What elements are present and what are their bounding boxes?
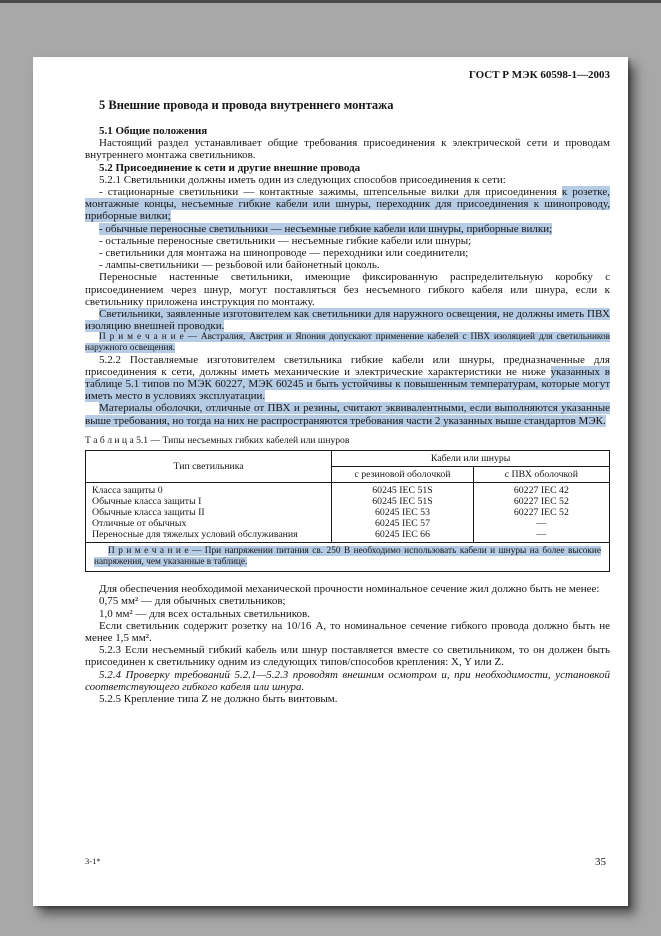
cell-cable-code: 60245 IEC 51S: [332, 483, 473, 497]
document-page: [33, 57, 628, 906]
document-content: [85, 98, 610, 705]
paragraph: [85, 693, 610, 705]
print-signature: 3-1*: [85, 856, 101, 866]
cell-cable-code: —: [473, 518, 609, 529]
text-run: 5.2.2 Поставляемые изготовителем светильника гибкие кабели или шнуры, предназначенные для присоединения к сети, должны иметь механические и электрические характеристики не ниже: [85, 353, 610, 378]
text-run: Переносные настенные светильники, имеющие фиксированную распределительную коробку с присоединением через шнур, могут поставляться без несъемного гибкого кабеля или шнура, если к светильнику приложена инструкция по монтажу.: [85, 271, 610, 308]
table-row: [86, 529, 610, 543]
text-run: - стационарные светильники — контактные зажимы, штепсельные вилки для присоединения: [99, 186, 562, 199]
paragraph: [85, 137, 610, 161]
column-header-pvc-sheath: с ПВХ оболочкой: [473, 467, 609, 483]
table-row: [86, 496, 610, 507]
paragraph: [85, 235, 610, 247]
text-run: 5.2 Присоединение к сети и другие внешние провода: [99, 161, 361, 174]
subsection-heading: [85, 125, 610, 137]
paragraph: [85, 259, 610, 271]
table-header-row: [86, 451, 610, 467]
scan-top-edge: [0, 0, 661, 3]
highlighted-text: П р и м е ч а н и е — При напряжении питания св. 250 В необходимо использовать кабели и шнуры на более высокие напряжения, чем указанные в таблице.: [94, 546, 601, 567]
text-run: 5.2.4 Проверку требований 5.2.1—5.2.3 проводят внешним осмотром и, при необходимости, установкой соответствующего гибкого кабеля или шнура.: [85, 668, 610, 693]
text-run: 5.2.1 Светильники должны иметь один из следующих способов присоединения к сети:: [99, 173, 506, 186]
text-run: Настоящий раздел устанавливает общие требования присоединения к электрической сети и проводам внутреннего монтажа светильников.: [85, 137, 610, 162]
paragraph: [85, 354, 610, 403]
cell-cable-code: 60227 IEC 52: [473, 507, 609, 518]
subsection-heading: [85, 162, 610, 174]
cell-cable-code: —: [473, 529, 609, 543]
page-content-area: [85, 69, 610, 870]
highlighted-text: - обычные переносные светильники — несъемные гибкие кабели или шнуры, приборные вилки;: [99, 222, 553, 235]
table-foot: [86, 543, 610, 572]
text-run: 0,75 мм² — для обычных светильников;: [99, 595, 286, 608]
table-row: [86, 507, 610, 518]
table-note-text: [94, 546, 601, 567]
highlighted-text: к розетке, монтажные концы, несъемные гибкие кабели или шнуры, переходник для присоединения к шинопроводу, приборные вилки;: [85, 186, 610, 223]
cell-luminaire-type: Обычные класса защиты II: [86, 507, 332, 518]
text-run: 5 Внешние провода и провода внутреннего монтажа: [99, 98, 394, 112]
table-note-cell: [86, 543, 610, 572]
paragraph: [85, 223, 610, 235]
paragraph: [85, 608, 610, 620]
section-title: [85, 98, 610, 112]
paragraph: [85, 620, 610, 644]
table-row: [86, 518, 610, 529]
highlighted-text: указанных в таблице 5.1 типов по МЭК 60227, МЭК 60245 и быть устойчивы к повышенным температурам, которые могут иметь место в условиях эксплуатации.: [85, 365, 610, 403]
table-row: [86, 483, 610, 497]
cell-cable-code: 60245 IEC 51S: [332, 496, 473, 507]
text-run: 5.1 Общие положения: [99, 125, 208, 137]
cell-cable-code: 60227 IEC 42: [473, 483, 609, 497]
column-group-header-cables: Кабели или шнуры: [332, 451, 610, 467]
cell-cable-code: 60245 IEC 66: [332, 529, 473, 543]
paragraph: [85, 247, 610, 259]
paragraph: [85, 308, 610, 332]
paragraph: [85, 271, 610, 308]
paragraph: [85, 186, 610, 223]
text-run: - светильники для монтажа на шинопроводе — переходники или соединители;: [99, 247, 469, 260]
cell-luminaire-type: Отличные от обычных: [86, 518, 332, 529]
paragraph: [85, 402, 610, 426]
cell-luminaire-type: Переносные для тяжелых условий обслуживания: [86, 529, 332, 543]
text-run: 5.2.3 Если несъемный гибкий кабель или шнур поставляется вместе со светильником, то он должен быть присоединен к светильнику одним из следующих типов/способов крепления: X, Y или Z.: [85, 644, 610, 669]
table-body: [86, 483, 610, 543]
paragraph: [85, 644, 610, 668]
paragraph-italic: [85, 669, 610, 693]
table-caption: Т а б л и ц а 5.1 — Типы несъемных гибких кабелей или шнуров: [85, 434, 350, 446]
text-run: Если светильник содержит розетку на 10/16 А, то номинальное сечение гибкого провода должно быть не менее 1,5 мм².: [85, 619, 610, 645]
highlighted-text: Материалы оболочки, отличные от ПВХ и резины, считают эквивалентными, если выполняются указанные выше требования, но тогда на них не распространяются требования части 2 указанных выше стандартов МЭК.: [85, 402, 610, 427]
text-run: 5.2.5 Крепление типа Z не должно быть винтовым.: [99, 693, 338, 706]
cell-luminaire-type: Обычные класса защиты I: [86, 496, 332, 507]
column-header-luminaire-type: Тип светильника: [86, 451, 332, 483]
table-head: [86, 451, 610, 483]
paragraph: [85, 583, 610, 595]
cell-cable-code: 60227 IEC 52: [473, 496, 609, 507]
paragraph: [85, 174, 610, 186]
table-note-row: [86, 543, 610, 572]
document-header-standard-number: ГОСТ Р МЭК 60598-1—2003: [468, 69, 610, 81]
text-run: - лампы-светильники — резьбовой или байонетный цоколь.: [99, 259, 380, 272]
text-run: 1,0 мм² — для всех остальных светильников.: [99, 607, 310, 620]
column-header-rubber-sheath: с резиновой оболочкой: [332, 467, 473, 483]
paragraph: [85, 595, 610, 607]
cell-luminaire-type: Класса защиты 0: [86, 483, 332, 497]
cable-types-table: [85, 450, 610, 572]
highlighted-text: П р и м е ч а н и е — Австралия, Австрия и Япония допускают применение кабелей с ПВХ изоляцией для светильников наружного освещения.: [85, 332, 610, 354]
footnote-paragraph: [85, 332, 610, 353]
text-run: Для обеспечения необходимой механической прочности номинальное сечение жил должно быть не менее:: [99, 583, 600, 596]
page-number: 35: [595, 856, 606, 868]
cell-cable-code: 60245 IEC 53: [332, 507, 473, 518]
text-run: - остальные переносные светильники — несъемные гибкие кабели или шнуры;: [99, 234, 472, 247]
cell-cable-code: 60245 IEC 57: [332, 518, 473, 529]
highlighted-text: Светильники, заявленные изготовителем как светильники для наружного освещения, не должны иметь ПВХ изоляцию внешней проводки.: [85, 308, 610, 333]
types-table-wrap: [85, 435, 610, 572]
